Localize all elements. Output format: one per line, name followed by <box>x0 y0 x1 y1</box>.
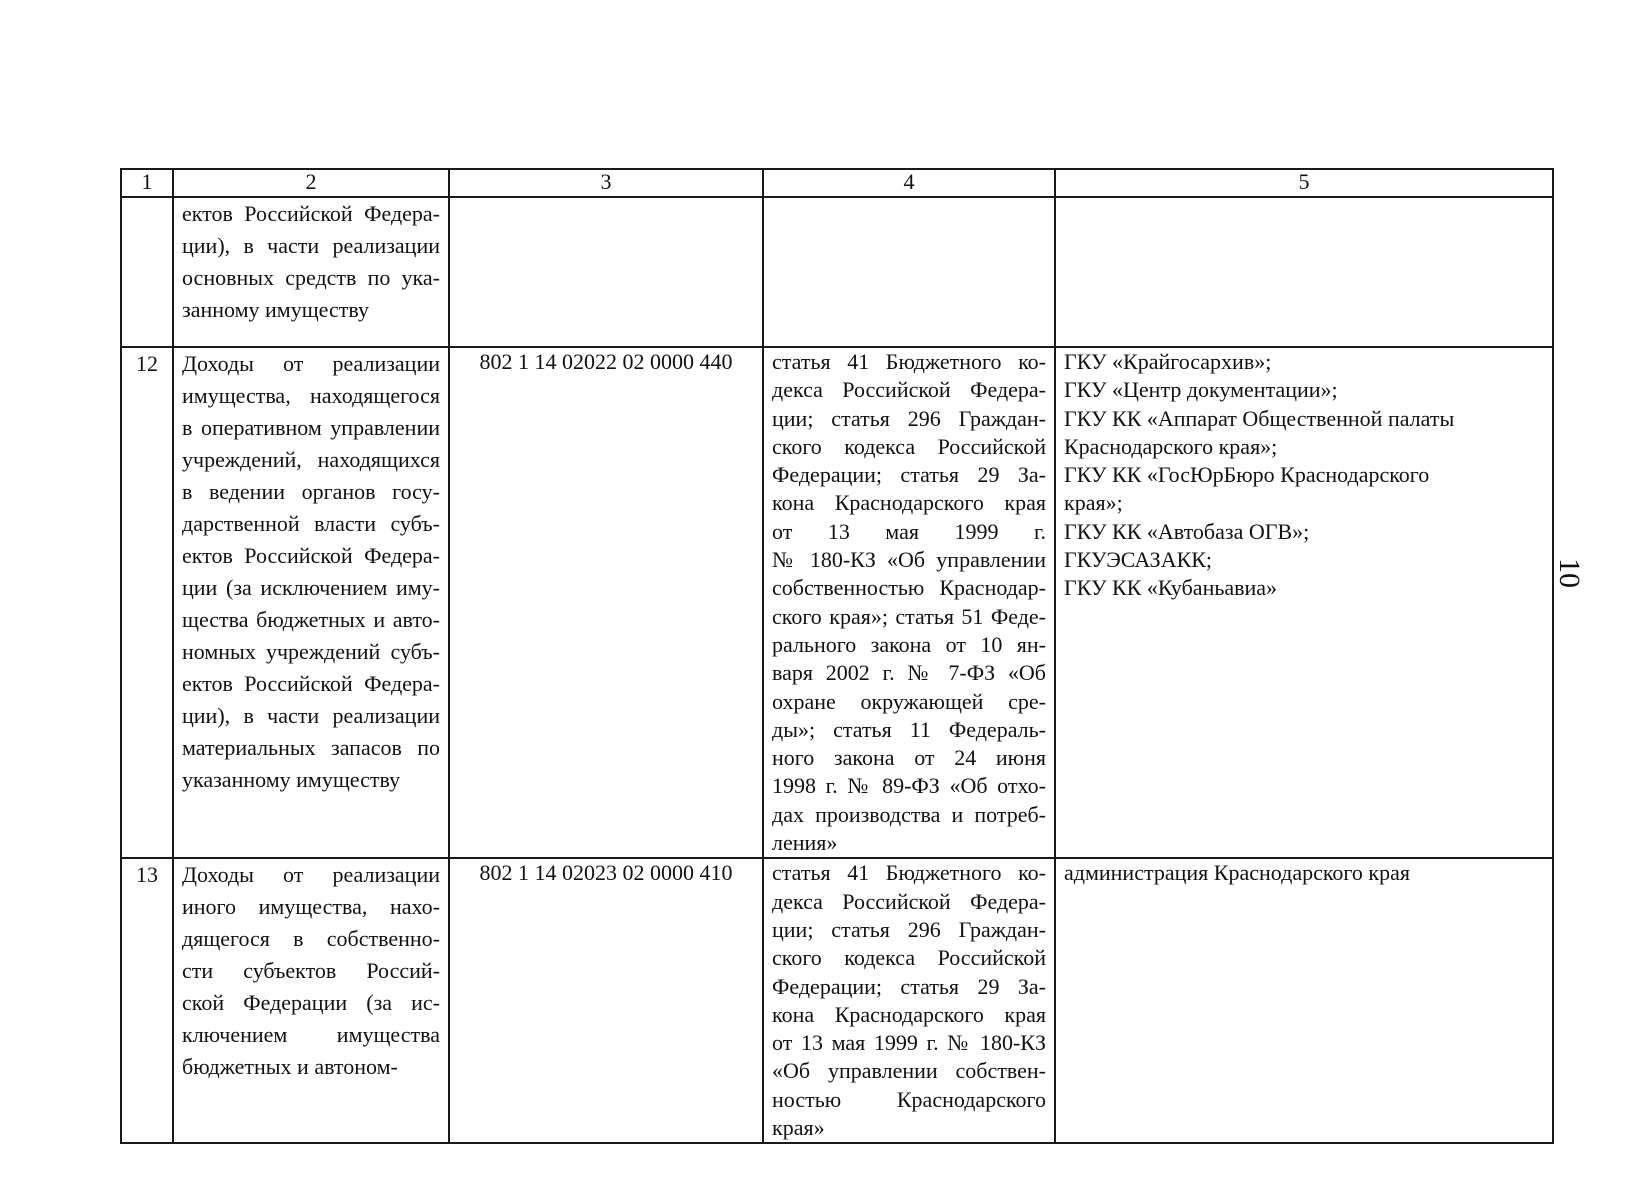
administrator-cell-line: ГКУ «Центр документации»; <box>1064 377 1338 403</box>
legal-basis-cell <box>763 347 1055 858</box>
row-number: 13 <box>121 858 173 1143</box>
administrator-cell-line: администрация Краснодарского края <box>1064 860 1410 886</box>
row-number <box>121 197 173 347</box>
revenue-name-cell-line: номных учреждений субъ- <box>182 639 440 664</box>
administrator-cell-line: ГКУ КК «ГосЮрБюро Краснодарского <box>1064 462 1430 488</box>
revenue-name-cell-line: ектов Российской Федера- <box>182 543 440 568</box>
budget-code-cell: 802 1 14 02023 02 0000 410 <box>449 858 763 1143</box>
page-number: 10 <box>1553 558 1586 588</box>
revenue-name-cell-line: ции), в части реализации <box>182 233 440 258</box>
legal-basis-cell-line: Федерации; статья 29 За- <box>772 973 1046 999</box>
legal-basis-cell-line: ного закона от 24 июня <box>772 745 1046 771</box>
revenue-name-cell-line: учреждений, находящихся <box>182 447 440 472</box>
revenue-name-cell-line: ектов Российской Федера- <box>182 671 440 696</box>
legal-basis-cell-line: декса Российской Федера- <box>772 377 1046 403</box>
revenue-name-cell-line: основных средств по ука- <box>182 265 440 290</box>
revenue-name-cell <box>173 858 449 1143</box>
budget-code-cell <box>449 197 763 347</box>
row-number: 12 <box>121 347 173 858</box>
budget-code-cell: 802 1 14 02022 02 0000 440 <box>449 347 763 858</box>
revenue-name-cell-line: дящегося в собственно- <box>182 926 440 952</box>
legal-basis-cell-line: от 13 мая 1999 г. № 180-КЗ <box>772 1030 1046 1056</box>
revenue-name-cell-line: ции), в части реализации <box>182 703 440 728</box>
legal-basis-cell-line: ции; статья 296 Граждан- <box>772 916 1046 942</box>
legal-basis-cell-line: ского кодекса Российской <box>772 945 1046 971</box>
legal-basis-cell-line: ского кодекса Российской <box>772 433 1046 459</box>
legal-basis-cell-line: ления» <box>772 830 838 856</box>
legal-basis-cell-line: № 180-КЗ «Об управлении <box>772 547 1046 573</box>
header-cell-3: 3 <box>449 169 763 197</box>
administrator-cell <box>1055 197 1553 347</box>
header-cell-4: 4 <box>763 169 1055 197</box>
legal-basis-cell-line: «Об управлении собствен- <box>772 1058 1046 1084</box>
revenue-table <box>120 168 1554 1144</box>
revenue-name-cell-line: указанному имуществу <box>182 767 401 792</box>
administrator-cell-line: ГКУЭСАЗАКК; <box>1064 547 1213 573</box>
administrator-cell-line: ГКУ КК «Кубаньавиа» <box>1064 575 1278 601</box>
legal-basis-cell-line: ции; статья 296 Граждан- <box>772 405 1046 431</box>
legal-basis-cell-line: от 13 мая 1999 г. <box>772 518 1046 544</box>
revenue-name-cell-line: Доходы от реализации <box>182 862 440 888</box>
revenue-name-cell-line: щества бюджетных и авто- <box>182 607 440 632</box>
header-cell-1: 1 <box>121 169 173 197</box>
header-cell-2: 2 <box>173 169 449 197</box>
legal-basis-cell-line: варя 2002 г. № 7-ФЗ «Об <box>772 660 1046 686</box>
revenue-name-cell-line: иного имущества, нахо- <box>182 894 440 920</box>
legal-basis-cell-line: кона Краснодарского края <box>772 1001 1046 1027</box>
revenue-name-cell <box>173 197 449 347</box>
revenue-name-cell-line: бюджетных и автоном- <box>182 1054 398 1080</box>
legal-basis-cell-line: Федерации; статья 29 За- <box>772 462 1046 488</box>
table-row <box>121 197 1553 347</box>
administrator-cell-line: края»; <box>1064 490 1123 516</box>
revenue-name-cell-line: дарственной власти субъ- <box>182 511 440 536</box>
administrator-cell <box>1055 858 1553 1143</box>
revenue-name-cell-line: сти субъектов Россий- <box>182 958 440 984</box>
revenue-name-cell-line: ции (за исключением иму- <box>182 575 440 600</box>
revenue-name-cell-line: Доходы от реализации <box>182 351 440 376</box>
legal-basis-cell-line: кона Краснодарского края <box>772 490 1046 516</box>
header-row <box>121 169 1553 197</box>
legal-basis-cell-line: статья 41 Бюджетного ко- <box>772 860 1046 886</box>
header-cell-5: 5 <box>1055 169 1553 197</box>
table-row <box>121 347 1553 858</box>
legal-basis-cell <box>763 197 1055 347</box>
revenue-name-cell-line: материальных запасов по <box>182 735 440 760</box>
legal-basis-cell-line: декса Российской Федера- <box>772 888 1046 914</box>
revenue-name-cell-line: ектов Российской Федера- <box>182 201 440 226</box>
revenue-name-cell-line: ской Федерации (за ис- <box>182 990 440 1016</box>
revenue-name-cell <box>173 347 449 858</box>
revenue-name-cell-line: в ведении органов госу- <box>182 479 440 504</box>
legal-basis-cell-line: ностью Краснодарского <box>772 1086 1046 1112</box>
legal-basis-cell-line: ского края»; статья 51 Феде- <box>772 603 1046 629</box>
legal-basis-cell-line: рального закона от 10 ян- <box>772 631 1046 657</box>
legal-basis-cell <box>763 858 1055 1143</box>
revenue-name-cell-line: ключением имущества <box>182 1022 440 1048</box>
legal-basis-cell-line: дах производства и потреб- <box>772 801 1046 827</box>
administrator-cell-line: ГКУ КК «Аппарат Общественной палаты <box>1064 405 1455 431</box>
legal-basis-cell-line: статья 41 Бюджетного ко- <box>772 349 1046 374</box>
revenue-name-cell-line: имущества, находящегося <box>182 383 440 408</box>
legal-basis-cell-line: ды»; статья 11 Федераль- <box>772 716 1046 742</box>
revenue-name-cell-line: в оперативном управлении <box>182 415 440 440</box>
administrator-cell-line: ГКУ КК «Автобаза ОГВ»; <box>1064 518 1310 544</box>
table-row <box>121 858 1553 1143</box>
revenue-name-cell-line: занному имуществу <box>182 297 369 322</box>
administrator-cell-line: ГКУ «Крайгосархив»; <box>1064 349 1272 374</box>
legal-basis-cell-line: 1998 г. № 89-ФЗ «Об отхо- <box>772 773 1046 799</box>
administrator-cell-line: Краснодарского края»; <box>1064 433 1278 459</box>
legal-basis-cell-line: собственностью Краснодар- <box>772 575 1046 601</box>
administrator-cell <box>1055 347 1553 858</box>
legal-basis-cell-line: края» <box>772 1115 825 1141</box>
legal-basis-cell-line: охране окружающей сре- <box>772 688 1046 714</box>
